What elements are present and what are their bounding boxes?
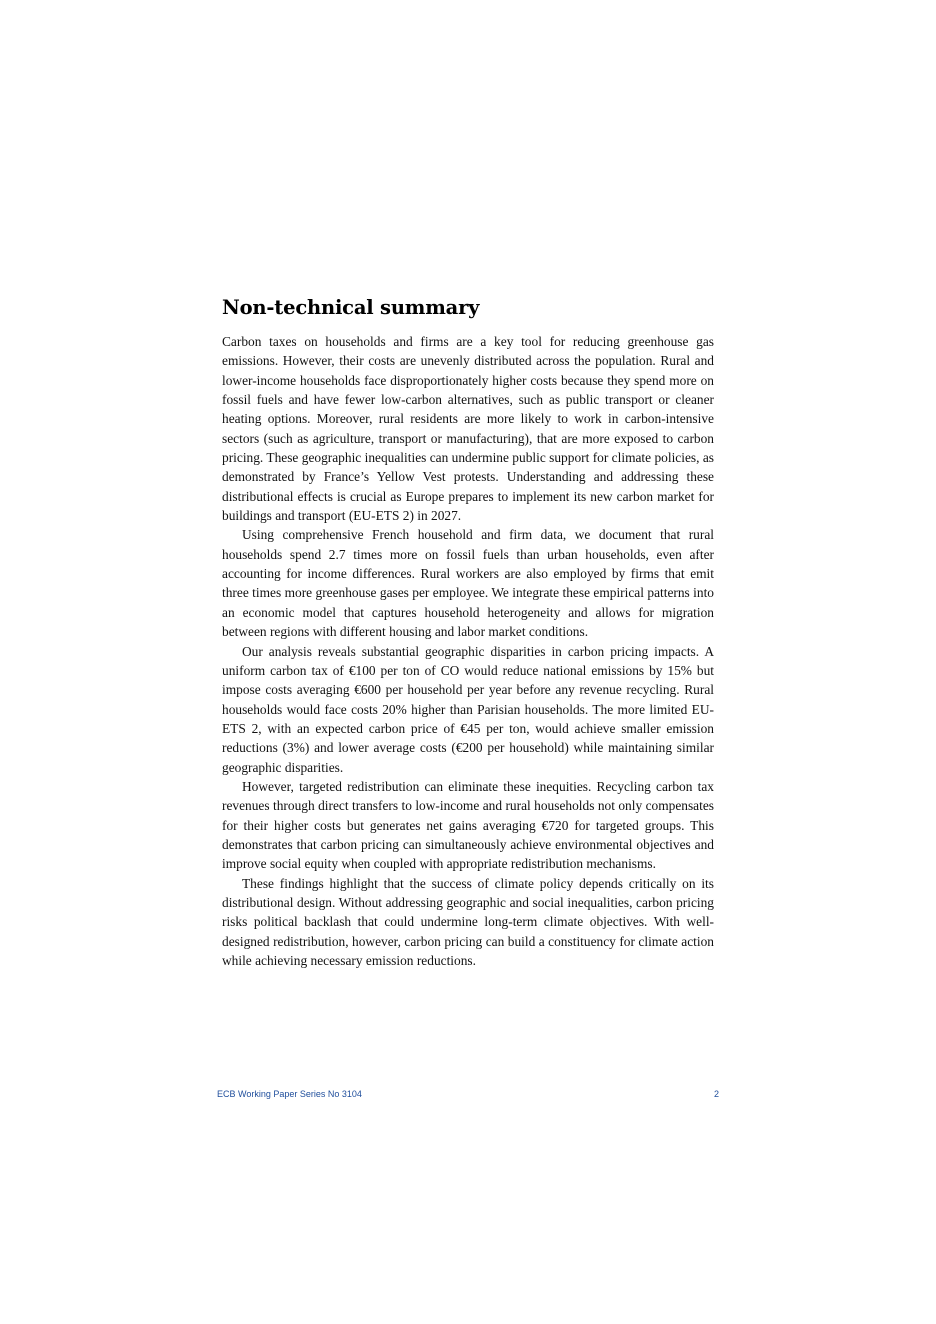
section-title: Non-technical summary: [222, 296, 480, 319]
paragraph-5: These findings highlight that the success of climate policy depends critically on its distributional design. Without addressing geographic and social inequalities, carbon pricing risks political backlash that could undermine long-term climate objectives. With well-designed redistribution, however, carbon pricing can build a constituency for climate action while achieving necessary emission reductions.: [222, 875, 714, 968]
paragraph-4: However, targeted redistribution can eliminate these inequities. Recycling carbon tax revenues through direct transfers to low-income and rural households not only compensates for their higher costs but generates net gains averaging €720 for targeted groups. This demonstrates that carbon pricing can simultaneously achieve environmental objectives and improve social equity when coupled with appropriate redistribution mechanisms.: [222, 778, 714, 872]
page-number: 2: [713, 1089, 719, 1099]
page-footer: [217, 1087, 719, 1103]
paragraph-2: Using comprehensive French household and firm data, we document that rural households spend 2.7 times more on fossil fuels than urban households, even after accounting for income differences. Rural workers are also employed by firms that emit three times more greenhouse gases per employee. We integrate these empirical patterns into an economic model that captures household heterogeneity and allows for migration between regions with different housing and labor market conditions.: [222, 527, 714, 640]
summary-body: [222, 332, 714, 970]
paragraph-1: Carbon taxes on households and firms are a key tool for reducing greenhouse gas emissions. However, their costs are unevenly distributed across the population. Rural and lower-income households face disproportionately higher costs because they spend more on fossil fuels and have fewer low-carbon alternatives, such as public transport or cleaner heating options. Moreover, rural residents are more likely to work in carbon-intensive sectors (such as agriculture, transport or manufacturing), that are more exposed to carbon pricing. These geographic inequalities can undermine public support for climate policies, as demonstrated by France’s Yellow Vest protests. Understanding and addressing these distributional effects is crucial as Europe prepares to implement its new carbon market for buildings and transport (EU-ETS 2) in 2027.: [222, 334, 714, 524]
paragraph-3: Our analysis reveals substantial geographic disparities in carbon pricing impacts. A uniform carbon tax of €100 per ton of CO would reduce national emissions by 15% but impose costs averaging €600 per household per year before any revenue recycling. Rural households would face costs 20% higher than Parisian households. The more limited EU-ETS 2, with an expected carbon price of €45 per ton, would achieve smaller emission reductions (3%) and lower average costs (€200 per household) while maintaining similar geographic disparities.: [222, 643, 714, 775]
series-label: ECB Working Paper Series No 3104: [217, 1089, 362, 1099]
